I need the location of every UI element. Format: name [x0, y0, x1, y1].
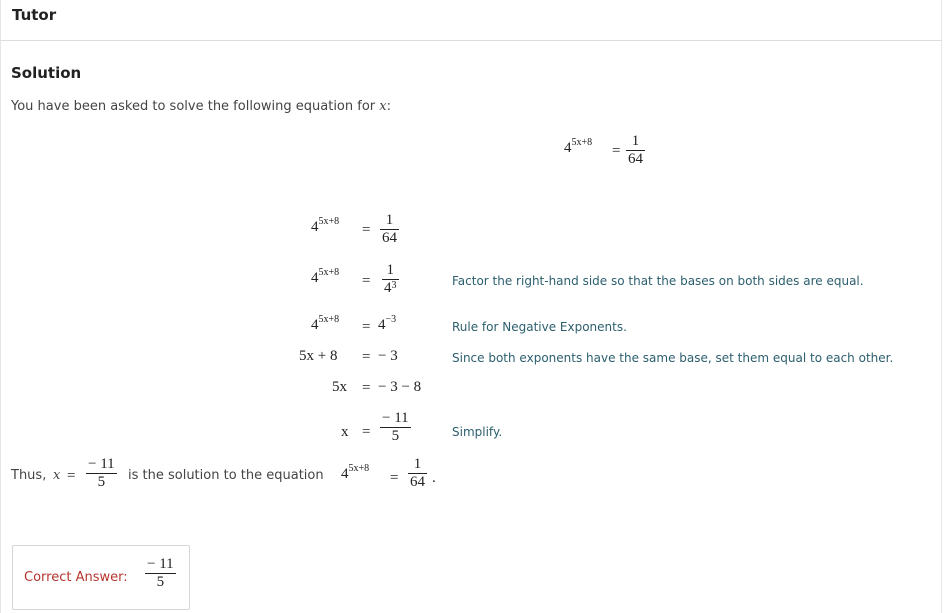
conclusion-numerator: − 11 [88, 456, 115, 472]
main-eq-denominator: 64 [628, 151, 643, 167]
main-eq-exponent: 5x+8 [571, 137, 593, 148]
step-6-fraction [380, 410, 411, 445]
main-eq-fraction [626, 133, 645, 168]
step-1-equals: = [362, 222, 371, 238]
step-1-denominator: 64 [382, 230, 397, 246]
intro-text: You have been asked to solve the following equation for [11, 99, 376, 114]
main-eq-numerator: 1 [631, 133, 640, 149]
conclusion-eq-numerator: 1 [413, 456, 422, 472]
step-1-base: 4 [311, 219, 319, 235]
conclusion-middle: is the solution to the equation [128, 468, 324, 483]
conclusion-equals: = [67, 468, 76, 484]
step-6-equals: = [362, 424, 371, 440]
correct-answer-fraction [145, 556, 176, 591]
step-2-base: 4 [311, 270, 319, 286]
correct-answer-numerator: − 11 [147, 556, 174, 572]
conclusion-eq-denominator: 64 [410, 474, 425, 490]
step-4-lhs: 5x + 8 [299, 348, 338, 364]
step-6-denominator: 5 [380, 427, 411, 445]
solution-intro [11, 99, 391, 114]
step-3-equals: = [362, 319, 371, 335]
correct-answer-box [12, 545, 190, 610]
intro-end: : [386, 99, 392, 114]
step-4-explanation: Since both exponents have the same base, set them equal to each other. [452, 351, 894, 365]
step-1-exponent: 5x+8 [318, 216, 340, 227]
step-3-rhs-base: 4 [378, 317, 386, 333]
correct-answer-denominator: 5 [145, 573, 176, 591]
step-3-exponent: 5x+8 [318, 314, 340, 325]
tutor-header [0, 0, 942, 41]
header-title: Tutor [12, 6, 57, 24]
conclusion-prefix: Thus, [11, 468, 47, 483]
step-2-explanation: Factor the right-hand side so that the bases on both sides are equal. [452, 274, 864, 288]
step-3-explanation: Rule for Negative Exponents. [452, 320, 627, 334]
step-2-den-exponent: 3 [391, 280, 397, 291]
step-6-explanation: Simplify. [452, 425, 503, 439]
conclusion-eq-equals: = [390, 470, 399, 486]
conclusion-end: . [432, 470, 436, 486]
conclusion-denominator: 5 [86, 473, 117, 491]
step-3-base: 4 [311, 317, 319, 333]
step-5-rhs: − 3 − 8 [378, 379, 422, 395]
step-2-numerator: 1 [386, 262, 394, 278]
step-5-lhs: 5x [332, 379, 347, 395]
step-5-equals: = [362, 380, 371, 396]
conclusion-eq-base: 4 [341, 466, 349, 482]
intro-variable: x [379, 99, 387, 114]
step-3-lhs [311, 314, 340, 334]
conclusion-var: x [53, 468, 61, 483]
main-eq-equals: = [612, 143, 621, 159]
conclusion-fraction [86, 456, 117, 491]
conclusion-eq-fraction [408, 456, 427, 491]
step-6-lhs: x [341, 424, 349, 440]
step-1-fraction [380, 212, 399, 247]
correct-answer-label: Correct Answer: [24, 570, 128, 585]
step-4-rhs: − 3 [378, 348, 398, 364]
step-3-rhs-exponent: −3 [385, 314, 397, 325]
step-6-numerator: − 11 [382, 410, 409, 426]
solution-title: Solution [11, 64, 82, 82]
main-eq-base: 4 [564, 140, 572, 156]
step-1-lhs [311, 216, 340, 236]
step-4-equals: = [362, 349, 371, 365]
step-2-fraction [382, 262, 399, 297]
conclusion-eq-lhs [341, 463, 370, 483]
step-1-numerator: 1 [385, 212, 394, 228]
step-3-rhs [378, 314, 397, 334]
step-2-denominator [382, 279, 399, 297]
step-2-equals: = [362, 273, 371, 289]
main-eq-lhs [564, 137, 593, 157]
step-2-exponent: 5x+8 [318, 267, 340, 278]
conclusion-eq-exponent: 5x+8 [348, 463, 370, 474]
step-2-lhs [311, 267, 340, 287]
step-2-den-base: 4 [384, 280, 392, 296]
